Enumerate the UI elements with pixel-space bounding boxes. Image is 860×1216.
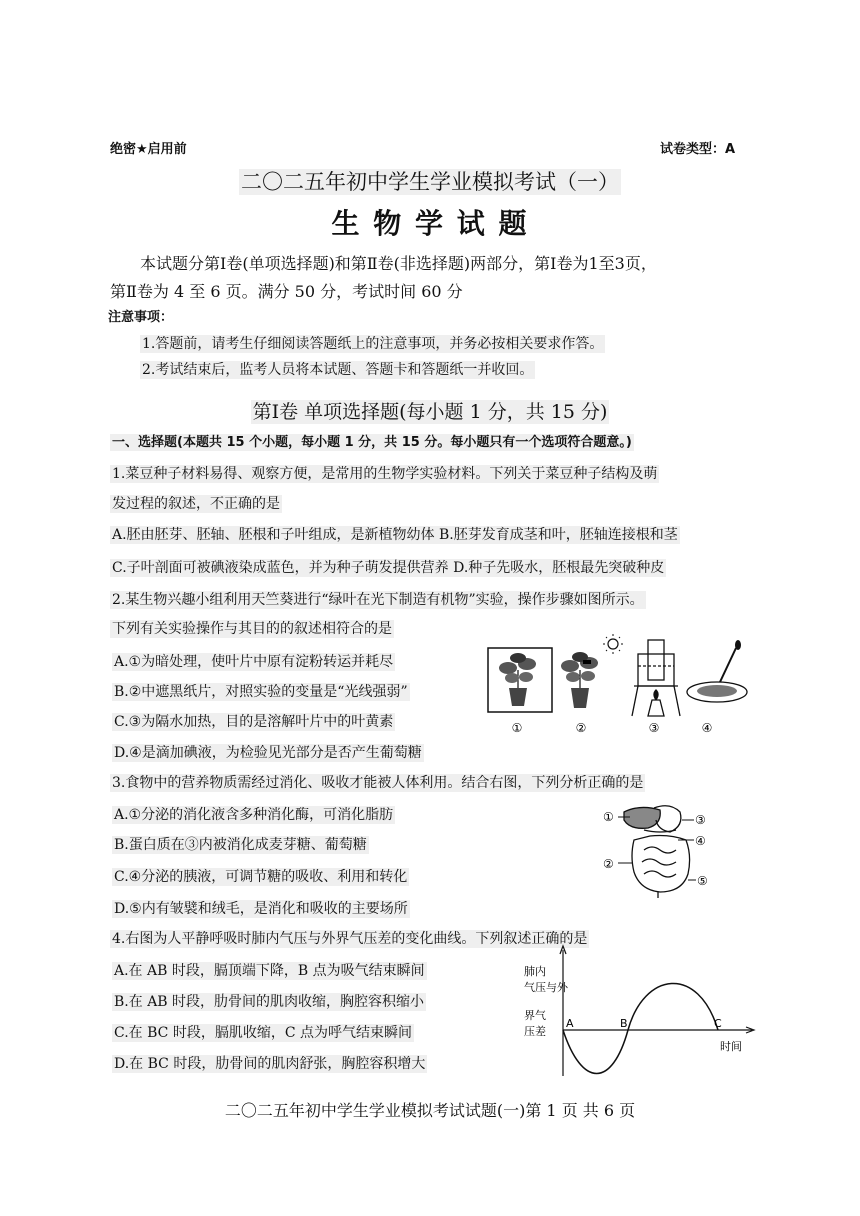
step2-plant-light-icon [561, 634, 623, 708]
intro-line-1: 本试题分第Ⅰ卷(单项选择题)和第Ⅱ卷(非选择题)两部分，第Ⅰ卷为1至3页， [140, 254, 657, 273]
q4-option-c: C.在 BC 时段，膈肌收缩，C 点为呼气结束瞬间 [114, 1025, 412, 1041]
ylabel-line-3: 界气 [524, 1009, 546, 1022]
organ-label-1: ① [603, 810, 614, 824]
section-1-title: 第Ⅰ卷 单项选择题(每小题 1 分，共 15 分) [252, 401, 608, 423]
q2-experiment-figure [484, 634, 756, 740]
ylabel-line-4: 压差 [524, 1025, 546, 1038]
q3-option-c: C.④分泌的胰液，可调节糖的吸收、利用和转化 [114, 869, 408, 885]
q4-pressure-curve-figure [520, 940, 760, 1078]
digestive-organs-icon [624, 806, 690, 898]
paper-type-label: 试卷类型：A [660, 142, 736, 157]
q2-option-a: A.①为暗处理，使叶片中原有淀粉转运并耗尽 [114, 654, 394, 670]
organ-label-3: ③ [695, 813, 706, 827]
xlabel: 时间 [720, 1040, 742, 1053]
q2-option-c: C.③为隔水加热，目的是溶解叶片中的叶黄素 [114, 714, 394, 730]
q3-option-a: A.①分泌的消化液含多种消化酶，可消化脂肪 [114, 807, 394, 823]
point-a-label: A [566, 1017, 574, 1030]
notice-title: 注意事项： [108, 310, 174, 325]
q4-stem: 4.右图为人平静呼吸时肺内气压与外界气压差的变化曲线。下列叙述正确的是 [112, 931, 588, 947]
q4-option-d: D.在 BC 时段，肋骨间的肌肉舒张，胸腔容积增大 [114, 1056, 426, 1072]
q3-digestive-system-figure [600, 800, 720, 900]
notice-item-2: 2.考试结束后，监考人员将本试题、答题卡和答题纸一并收回。 [142, 362, 534, 378]
ylabel-line-1: 肺内 [524, 965, 546, 978]
point-c-label: C [714, 1017, 722, 1030]
q3-stem: 3.食物中的营养物质需经过消化、吸收才能被人体利用。结合右图，下列分析正确的是 [112, 775, 644, 791]
intro-line-2: 第Ⅱ卷为 4 至 6 页。满分 50 分，考试时间 60 分 [110, 282, 463, 301]
confidential-label: 绝密★启用前 [110, 142, 187, 157]
figure-label-4: ④ [701, 721, 713, 735]
q2-option-d: D.④是滴加碘液，为检验见光部分是否产生葡萄糖 [114, 745, 422, 761]
q4-option-b: B.在 AB 时段，肋骨间的肌肉收缩，胸腔容积缩小 [114, 994, 425, 1010]
q1-option-cd: C.子叶剖面可被碘液染成蓝色，并为种子萌发提供营养 D.种子先吸水，胚根最先突破种皮 [112, 560, 665, 576]
q1-stem-line-2: 发过程的叙述，不正确的是 [112, 496, 280, 512]
subject-title: 生 物 学 试 题 [331, 207, 529, 240]
notice-item-1: 1.答题前，请考生仔细阅读答题纸上的注意事项，并务必按相关要求作答。 [142, 336, 604, 352]
organ-label-4: ④ [695, 834, 706, 848]
step4-iodine-dish-icon [687, 640, 747, 702]
q3-option-b: B.蛋白质在③内被消化成麦芽糖、葡萄糖 [114, 837, 367, 853]
figure-label-2: ② [575, 721, 587, 735]
point-b-label: B [620, 1017, 628, 1030]
q3-option-d: D.⑤内有皱襞和绒毛，是消化和吸收的主要场所 [114, 901, 408, 917]
step1-dark-box-icon [488, 648, 552, 712]
ylabel-line-2: 气压与外 [524, 981, 568, 994]
q2-stem-line-1: 2.某生物兴趣小组利用天竺葵进行“绿叶在光下制造有机物”实验，操作步骤如图所示。 [112, 592, 644, 608]
figure-label-1: ① [511, 721, 523, 735]
q1-stem-line-1: 1.菜豆种子材料易得、观察方便，是常用的生物学实验材料。下列关于菜豆种子结构及萌 [112, 466, 658, 482]
section-1-subtitle: 一、选择题(本题共 15 个小题，每小题 1 分，共 15 分。每小题只有一个选项符合题意。) [112, 435, 632, 450]
exam-title: 二〇二五年初中学生学业模拟考试（一） [241, 170, 619, 194]
q2-option-b: B.②中遮黑纸片，对照实验的变量是“光线强弱” [114, 684, 408, 700]
q4-option-a: A.在 AB 时段，膈顶端下降，B 点为吸气结束瞬间 [114, 963, 425, 979]
step3-water-bath-icon [632, 640, 680, 716]
organ-label-2: ② [603, 857, 614, 871]
q2-stem-line-2: 下列有关实验操作与其目的的叙述相符合的是 [112, 621, 392, 637]
pressure-curve [563, 983, 718, 1073]
q1-option-ab: A.胚由胚芽、胚轴、胚根和子叶组成，是新植物幼体 B.胚芽发育成茎和叶，胚轴连接根和茎 [112, 527, 678, 543]
figure-label-3: ③ [648, 721, 660, 735]
page-footer: 二〇二五年初中学生学业模拟考试试题(一)第 1 页 共 6 页 [224, 1101, 636, 1120]
organ-label-5: ⑤ [697, 874, 708, 888]
